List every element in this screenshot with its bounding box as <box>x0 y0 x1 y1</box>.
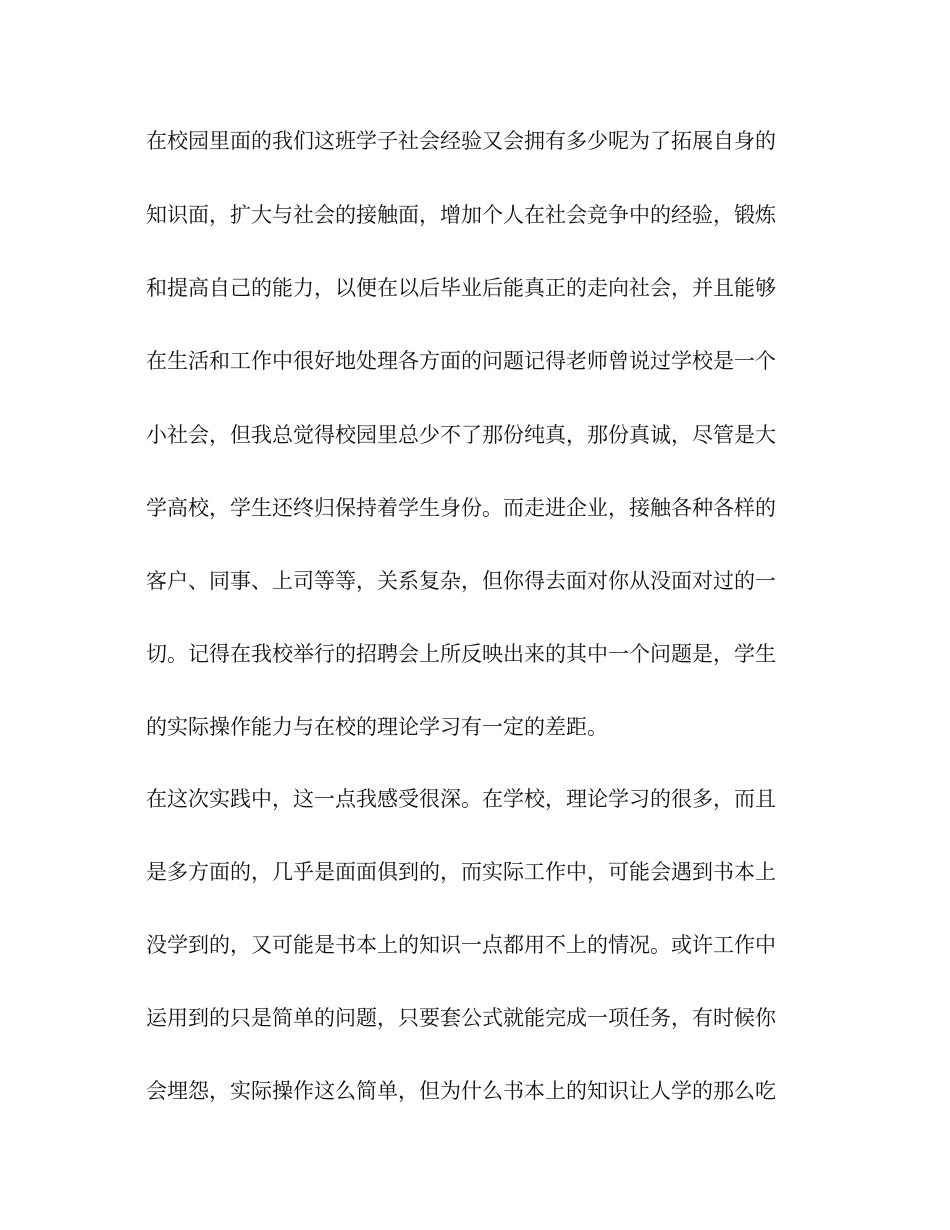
text-line: 的实际操作能力与在校的理论学习有一定的差距。 <box>146 715 608 739</box>
text-line: 在生活和工作中很好地处理各方面的问题记得老师曾说过学校是一个 <box>146 349 776 373</box>
text-line: 没学到的，又可能是书本上的知识一点都用不上的情况。或许工作中 <box>146 933 776 957</box>
text-line: 和提高自己的能力，以便在以后毕业后能真正的走向社会，并且能够 <box>146 276 776 300</box>
text-line: 运用到的只是简单的问题，只要套公式就能完成一项任务，有时候你 <box>146 1006 776 1030</box>
text-line: 客户、同事、上司等等，关系复杂，但你得去面对你从没面对过的一 <box>146 569 776 593</box>
text-line: 在校园里面的我们这班学子社会经验又会拥有多少呢为了拓展自身的 <box>146 129 776 153</box>
text-line: 在这次实践中，这一点我感受很深。在学校，理论学习的很多，而且 <box>146 787 776 811</box>
text-line: 小社会，但我总觉得校园里总少不了那份纯真，那份真诚，尽管是大 <box>146 423 776 447</box>
text-line: 是多方面的，几乎是面面俱到的，而实际工作中，可能会遇到书本上 <box>146 860 776 884</box>
text-line: 切。记得在我校举行的招聘会上所反映出来的其中一个问题是，学生 <box>146 642 776 666</box>
text-line: 知识面，扩大与社会的接触面，增加个人在社会竞争中的经验，锻炼 <box>146 203 776 227</box>
text-line: 会埋怨，实际操作这么简单，但为什么书本上的知识让人学的那么吃 <box>146 1079 776 1103</box>
text-line: 学高校，学生还终归保持着学生身份。而走进企业，接触各种各样的 <box>146 496 776 520</box>
